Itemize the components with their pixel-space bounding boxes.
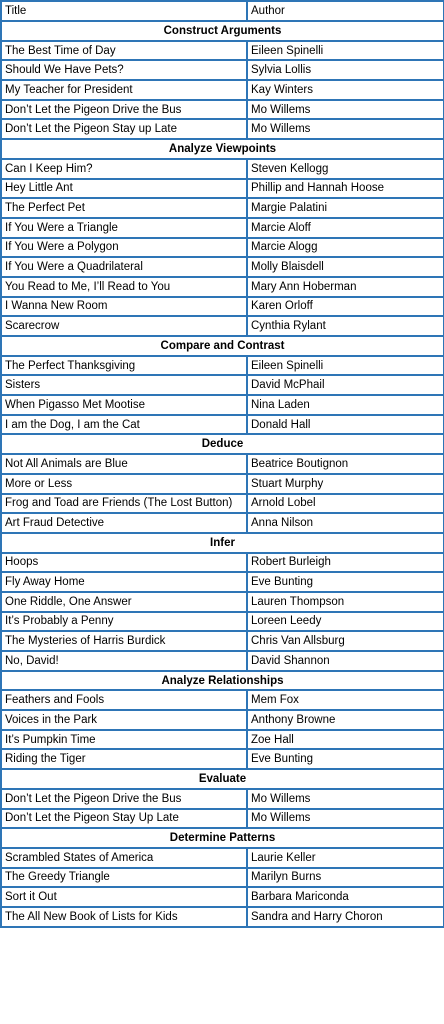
book-title-cell: The Greedy Triangle	[1, 868, 247, 888]
book-author-cell: Karen Orloff	[247, 297, 444, 317]
section-heading: Analyze Relationships	[1, 671, 444, 691]
book-title-cell: Sort it Out	[1, 887, 247, 907]
book-row	[1, 60, 444, 80]
book-row	[1, 375, 444, 395]
book-title-cell: When Pigasso Met Mootise	[1, 395, 247, 415]
book-title-cell: The Best Time of Day	[1, 41, 247, 61]
book-author-cell: Anna Nilson	[247, 513, 444, 533]
book-title-cell: Should We Have Pets?	[1, 60, 247, 80]
book-author-cell: Phillip and Hannah Hoose	[247, 179, 444, 199]
book-title-cell: Feathers and Fools	[1, 690, 247, 710]
book-title-cell: No, David!	[1, 651, 247, 671]
book-row	[1, 612, 444, 632]
book-author-cell: Kay Winters	[247, 80, 444, 100]
book-title-cell: Fly Away Home	[1, 572, 247, 592]
book-title-cell: The All New Book of Lists for Kids	[1, 907, 247, 927]
book-title-cell: Don’t Let the Pigeon Stay Up Late	[1, 809, 247, 829]
section-heading: Deduce	[1, 434, 444, 454]
book-row	[1, 572, 444, 592]
book-row	[1, 789, 444, 809]
book-title-cell: If You Were a Polygon	[1, 238, 247, 258]
book-author-cell: Mem Fox	[247, 690, 444, 710]
book-title-cell: My Teacher for President	[1, 80, 247, 100]
table-body	[1, 1, 444, 927]
book-row	[1, 513, 444, 533]
book-title-cell: I am the Dog, I am the Cat	[1, 415, 247, 435]
book-author-cell: Sandra and Harry Choron	[247, 907, 444, 927]
book-title-cell: You Read to Me, I’ll Read to You	[1, 277, 247, 297]
section-heading: Evaluate	[1, 769, 444, 789]
book-title-cell: Riding the Tiger	[1, 749, 247, 769]
book-author-cell: Anthony Browne	[247, 710, 444, 730]
book-author-cell: Eve Bunting	[247, 749, 444, 769]
book-row	[1, 159, 444, 179]
section-heading: Compare and Contrast	[1, 336, 444, 356]
book-author-cell: Zoe Hall	[247, 730, 444, 750]
book-title-cell: Art Fraud Detective	[1, 513, 247, 533]
book-title-cell: The Mysteries of Harris Burdick	[1, 631, 247, 651]
book-row	[1, 868, 444, 888]
author-column-header: Author	[247, 1, 444, 21]
book-title-cell: The Perfect Thanksgiving	[1, 356, 247, 376]
book-row	[1, 257, 444, 277]
book-title-cell: One Riddle, One Answer	[1, 592, 247, 612]
book-author-cell: Barbara Mariconda	[247, 887, 444, 907]
book-row	[1, 356, 444, 376]
section-row	[1, 139, 444, 159]
book-author-cell: Laurie Keller	[247, 848, 444, 868]
book-title-cell: Scarecrow	[1, 316, 247, 336]
book-author-cell: David Shannon	[247, 651, 444, 671]
book-author-cell: Marilyn Burns	[247, 868, 444, 888]
book-author-cell: Nina Laden	[247, 395, 444, 415]
book-author-cell: Margie Palatini	[247, 198, 444, 218]
book-row	[1, 238, 444, 258]
book-row	[1, 395, 444, 415]
section-row	[1, 434, 444, 454]
book-row	[1, 100, 444, 120]
book-row	[1, 690, 444, 710]
book-row	[1, 710, 444, 730]
book-row	[1, 80, 444, 100]
book-row	[1, 198, 444, 218]
book-row	[1, 474, 444, 494]
section-row	[1, 671, 444, 691]
book-author-cell: Eileen Spinelli	[247, 41, 444, 61]
book-author-cell: Stuart Murphy	[247, 474, 444, 494]
book-author-cell: Molly Blaisdell	[247, 257, 444, 277]
book-row	[1, 848, 444, 868]
book-title-cell: Can I Keep Him?	[1, 159, 247, 179]
book-row	[1, 277, 444, 297]
book-row	[1, 218, 444, 238]
book-author-cell: Chris Van Allsburg	[247, 631, 444, 651]
book-row	[1, 592, 444, 612]
section-row	[1, 336, 444, 356]
book-title-cell: Scrambled States of America	[1, 848, 247, 868]
book-row	[1, 651, 444, 671]
title-column-header: Title	[1, 1, 247, 21]
book-author-cell: Eileen Spinelli	[247, 356, 444, 376]
book-row	[1, 119, 444, 139]
book-title-cell: If You Were a Triangle	[1, 218, 247, 238]
section-heading: Infer	[1, 533, 444, 553]
book-title-cell: Don’t Let the Pigeon Stay up Late	[1, 119, 247, 139]
book-row	[1, 41, 444, 61]
book-title-cell: Frog and Toad are Friends (The Lost Button)	[1, 494, 247, 514]
book-title-cell: It’s Probably a Penny	[1, 612, 247, 632]
book-author-cell: Mary Ann Hoberman	[247, 277, 444, 297]
section-heading: Determine Patterns	[1, 828, 444, 848]
book-row	[1, 415, 444, 435]
book-row	[1, 809, 444, 829]
book-author-cell: Sylvia Lollis	[247, 60, 444, 80]
book-author-cell: Cynthia Rylant	[247, 316, 444, 336]
book-author-cell: Beatrice Boutignon	[247, 454, 444, 474]
book-title-cell: Not All Animals are Blue	[1, 454, 247, 474]
book-row	[1, 631, 444, 651]
section-row	[1, 828, 444, 848]
book-author-cell: Loreen Leedy	[247, 612, 444, 632]
book-title-cell: I Wanna New Room	[1, 297, 247, 317]
book-title-cell: The Perfect Pet	[1, 198, 247, 218]
book-title-cell: Voices in the Park	[1, 710, 247, 730]
book-title-cell: Hoops	[1, 553, 247, 573]
book-author-cell: Mo Willems	[247, 789, 444, 809]
book-title-cell: It’s Pumpkin Time	[1, 730, 247, 750]
book-author-cell: David McPhail	[247, 375, 444, 395]
book-author-cell: Lauren Thompson	[247, 592, 444, 612]
book-row	[1, 907, 444, 927]
book-author-cell: Donald Hall	[247, 415, 444, 435]
book-title-cell: Sisters	[1, 375, 247, 395]
section-heading: Construct Arguments	[1, 21, 444, 41]
book-author-cell: Arnold Lobel	[247, 494, 444, 514]
book-author-cell: Steven Kellogg	[247, 159, 444, 179]
book-title-cell: If You Were a Quadrilateral	[1, 257, 247, 277]
book-row	[1, 887, 444, 907]
book-row	[1, 553, 444, 573]
section-row	[1, 21, 444, 41]
book-title-cell: Hey Little Ant	[1, 179, 247, 199]
book-author-cell: Marcie Alogg	[247, 238, 444, 258]
book-author-cell: Mo Willems	[247, 119, 444, 139]
book-row	[1, 730, 444, 750]
book-title-cell: More or Less	[1, 474, 247, 494]
header-row	[1, 1, 444, 21]
section-heading: Analyze Viewpoints	[1, 139, 444, 159]
book-row	[1, 749, 444, 769]
book-title-cell: Don’t Let the Pigeon Drive the Bus	[1, 100, 247, 120]
book-row	[1, 179, 444, 199]
book-row	[1, 454, 444, 474]
book-row	[1, 494, 444, 514]
book-row	[1, 316, 444, 336]
book-author-cell: Eve Bunting	[247, 572, 444, 592]
book-author-cell: Mo Willems	[247, 100, 444, 120]
book-author-cell: Mo Willems	[247, 809, 444, 829]
book-title-cell: Don’t Let the Pigeon Drive the Bus	[1, 789, 247, 809]
book-row	[1, 297, 444, 317]
section-row	[1, 533, 444, 553]
section-row	[1, 769, 444, 789]
book-author-cell: Robert Burleigh	[247, 553, 444, 573]
book-author-cell: Marcie Aloff	[247, 218, 444, 238]
